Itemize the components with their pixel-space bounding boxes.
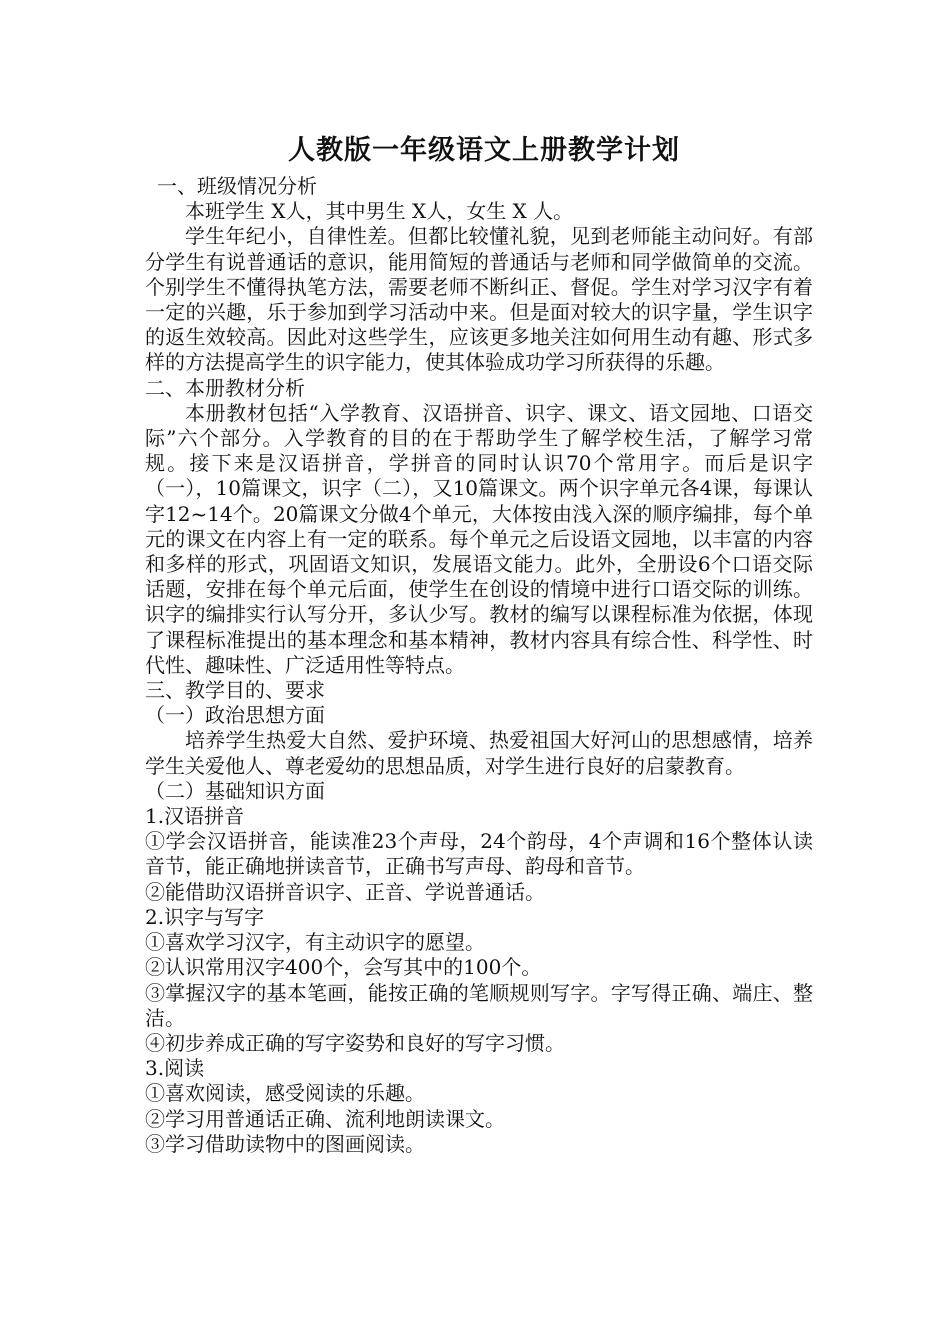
pinyin-item-2: ②能借助汉语拼音识字、正音、学说普通话。 — [145, 879, 545, 904]
reading-item-1: ①喜欢阅读，感受阅读的乐趣。 — [145, 1081, 425, 1106]
section-1-heading: 一、班级情况分析 — [157, 174, 317, 198]
writing-item-1: ①喜欢学习汉字，有主动识字的愿望。 — [145, 930, 485, 955]
subsection-politics-heading: （一）政治思想方面 — [145, 703, 325, 728]
writing-item-2: ②认识常用汉字400个，会写其中的100个。 — [145, 955, 542, 980]
reading-heading: 3.阅读 — [145, 1056, 205, 1081]
writing-heading: 2.识字与写字 — [145, 904, 265, 929]
document-body — [145, 132, 813, 1157]
writing-item-3: ③掌握汉字的基本笔画，能按正确的笔顺规则写字。字写得正确、端庄、整洁。 — [145, 980, 813, 1030]
reading-item-2: ②学习用普通话正确、流利地朗读课文。 — [145, 1106, 505, 1131]
section-3-heading: 三、教学目的、要求 — [145, 678, 325, 703]
document-title: 人教版一年级语文上册教学计划 — [288, 135, 680, 166]
subsection-politics-paragraph: 培养学生热爱大自然、爱护环境、热爱祖国大好河山的思想感情，培养学生关爱他人、尊老爱幼的思想品质，对学生进行良好的启蒙教育。 — [145, 728, 813, 778]
pinyin-item-1: ①学会汉语拼音，能读准23个声母，24个韵母，4个声调和16个整体认读音节，能正确地拼读音节，正确书写声母、韵母和音节。 — [145, 829, 813, 879]
pinyin-heading: 1.汉语拼音 — [145, 804, 245, 829]
section-2-heading: 二、本册教材分析 — [145, 375, 305, 400]
section-1-paragraph-1: 本班学生 X人，其中男生 X人，女生 X 人。 — [185, 199, 574, 224]
section-1-paragraph-2: 学生年纪小，自律性差。但都比较懂礼貌，见到老师能主动问好。有部分学生有说普通话的意识，能用简短的普通话与老师和同学做简单的交流。个别学生不懂得执笔方法，需要老师不断纠正、督促。学生对学习汉字有着一定的兴趣，乐于参加到学习活动中来。但是面对较大的识字量，学生识字的返生效较高。因此对这些学生，应该更多地关注如何用生动有趣、形式多样的方法提高学生的识字能力，使其体验成功学习所获得的乐趣。 — [145, 224, 813, 375]
subsection-knowledge-heading: （二）基础知识方面 — [145, 778, 325, 803]
writing-item-4: ④初步养成正确的写字姿势和良好的写字习惯。 — [145, 1030, 565, 1055]
section-2-paragraph-1: 本册教材包括“入学教育、汉语拼音、识字、课文、语文园地、口语交际”六个部分。入学教育的目的在于帮助学生了解学校生活，了解学习常规。接下来是汉语拼音，学拼音的同时认识70个常用字。而后是识字（一），10篇课文，识字（二），又10篇课文。两个识字单元各4课，每课认字12~14个。20篇课文分做4个单元，大体按由浅入深的顺序编排，每个单元的课文在内容上有一定的联系。每个单元之后设语文园地，以丰富的内容和多样的形式，巩固语文知识，发展语文能力。此外，全册设6个口语交际话题，安排在每个单元后面，使学生在创设的情境中进行口语交际的训练。识字的编排实行认写分开，多认少写。教材的编写以课程标准为依据，体现了课程标准提出的基本理念和基本精神，教材内容具有综合性、科学性、时代性、趣味性、广泛适用性等特点。 — [145, 400, 813, 677]
reading-item-3: ③学习借助读物中的图画阅读。 — [145, 1131, 425, 1156]
